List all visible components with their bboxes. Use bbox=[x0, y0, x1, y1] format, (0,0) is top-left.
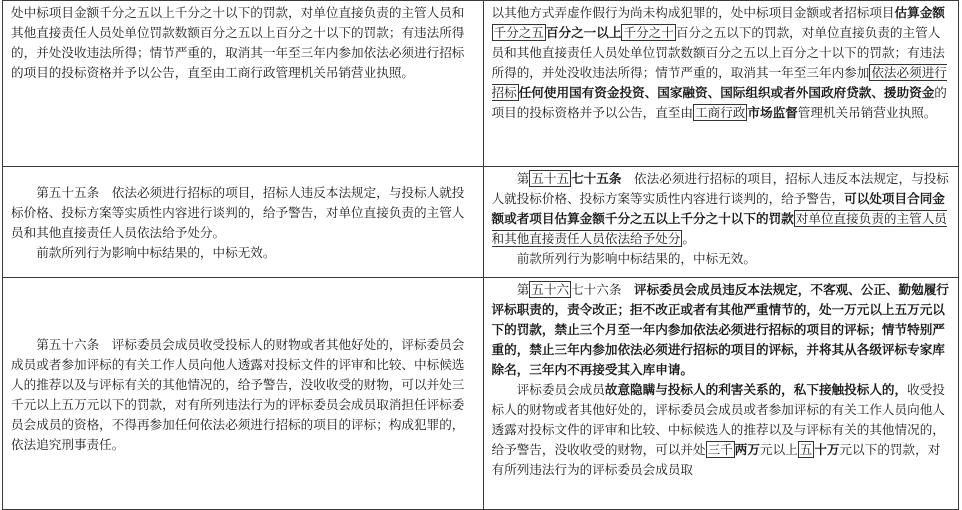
comparison-table bbox=[2, 0, 959, 510]
text-run: 以其他方式弄虚作假行为尚未构成犯罪的，处中标项目金额或者招标项目 bbox=[491, 5, 895, 20]
inserted-text: 评标委员会成员违反本法规定，不客观、公正、勤勉履行评标职责的，责令改正；拒不改正或者有其他严重情节的，处一万元以上五万元以下的罚款，禁止三个月至一年内参加依法必须进行招标的项目的评标；情节特别严重的，禁止三年内参加依法必须进行招标的项目的评标，并将其从各级评标专家库除名，三年内不再接受其入库申请。 bbox=[491, 282, 949, 377]
table-row bbox=[3, 278, 959, 510]
text-run: 元以上 bbox=[759, 442, 798, 457]
old-text-paragraph: 前款所列行为影响中标结果的，中标无效。 bbox=[36, 245, 276, 260]
table-row bbox=[3, 1, 959, 167]
text-run: 第 bbox=[516, 171, 530, 186]
deleted-text-box: 五十六 bbox=[531, 282, 570, 297]
old-text-cell bbox=[3, 1, 484, 167]
inserted-text: 两万 bbox=[734, 442, 760, 457]
new-text-paragraph: 前款所列行为影响中标结果的，中标无效。 bbox=[516, 251, 756, 266]
deleted-text-box: 五 bbox=[799, 442, 813, 457]
deleted-text-box: 工商行政 bbox=[695, 105, 746, 120]
table-row bbox=[3, 167, 959, 278]
deleted-text-box: 千分之十 bbox=[623, 25, 674, 40]
text-run: 管理机关吊销营业执照。 bbox=[797, 105, 937, 120]
old-text-cell bbox=[3, 167, 484, 278]
old-text-cell bbox=[3, 278, 484, 510]
text-run: 评标委员会成员 bbox=[516, 382, 605, 397]
new-text-paragraph bbox=[492, 3, 953, 123]
text-run: 七十六条 bbox=[571, 282, 622, 297]
old-text-paragraph: 第五十五条 依法必须进行招标的项目，招标人违反本法规定，与投标人就投标价格、投标方案等实质性内容进行谈判的，给予警告，对单位直接负责的主管人员和其他直接责任人员依法给予处分。 bbox=[11, 185, 465, 240]
inserted-text: 估算金额 bbox=[894, 5, 945, 20]
new-text-cell bbox=[483, 167, 959, 278]
new-text-cell bbox=[483, 278, 959, 510]
inserted-text: 十万 bbox=[814, 442, 840, 457]
text-run: 元以下的罚款，对有所列违法行为的评标委员会成员取 bbox=[491, 442, 941, 477]
text-run: 。 bbox=[682, 231, 695, 246]
inserted-text: 七十五条 bbox=[571, 171, 622, 186]
deleted-text-box: 三千 bbox=[707, 442, 733, 457]
text-run: 第 bbox=[516, 282, 530, 297]
inserted-text: 百分之一以上 bbox=[545, 25, 622, 40]
inserted-text: 百分之五以下的罚款，对单位直接负责的主管人员和其他直接责任人员处单位罚款数额百分之五以上百分之十以下的罚款；有违法所得的，并处没收违法所得；情节严重的，取消其一年至三年内参加 bbox=[491, 25, 945, 80]
inserted-text: 故意隐瞒与投标人的利害关系的，私下接触投标人的， bbox=[604, 382, 908, 397]
new-text-cell bbox=[483, 1, 959, 167]
new-text-paragraph bbox=[492, 169, 953, 249]
text-run: 收受投标人的财物或者其他好处的，评标委员会成员或者参加评标的有关工作人员向他人透露对投标文件的评审和比较、中标候选人的推荐以及与评标有关的其他情况的，给予警告，没收收受的财物，可以并处 bbox=[491, 382, 945, 457]
new-text-paragraph bbox=[492, 280, 953, 380]
old-text-paragraph: 处中标项目金额千分之五以上千分之十以下的罚款，对单位直接负责的主管人员和其他直接责任人员处单位罚款数额百分之五以上百分之十以下的罚款；有违法所得的，并处没收违法所得；情节严重的，取消其一年至三年内参加依法必须进行招标的项目的投标资格并予以公告，直至由工商行政管理机关吊销营业执照。 bbox=[11, 5, 465, 80]
deleted-text-box: 五十五 bbox=[531, 171, 570, 186]
deleted-text-box: 千分之五 bbox=[493, 25, 544, 40]
deleted-text-box: 对单位直接负责的主管人员和其他直接责任人员依法给予处分 bbox=[491, 211, 947, 246]
inserted-text: 任何使用国有资金投资、国家融资、国际组织或者外国政府贷款、援助资金 bbox=[518, 85, 935, 100]
old-text-paragraph: 第五十六条 评标委员会成员收受投标人的财物或者其他好处的，评标委员会成员或者参加评标的有关工作人员向他人透露对投标文件的评审和比较、中标候选人的推荐以及与评标有关的其他情况的，给予警告，没收收受的财物，可以并处三千元以上五万元以下的罚款，对有所列违法行为的评标委员会成员取消担任评标委员会成员的资格，不得再参加任何依法必须进行招标的项目的评标；构成犯罪的，依法追究刑事责任。 bbox=[11, 336, 465, 452]
text-run: 依法必须进行招标的项目，招标人违反本法规定，与投标人就投标价格、投标方案等实质性内容进行谈判的，给予警告， bbox=[491, 171, 949, 206]
inserted-text: 市场监督 bbox=[747, 105, 798, 120]
new-text-paragraph bbox=[492, 380, 953, 480]
deleted-text-box: 依法必须进行招标 bbox=[491, 65, 947, 100]
inserted-text: 可以处项目合同金额或者项目估算金额千分之五以上千分之十以下的罚款 bbox=[491, 191, 945, 226]
text-run: 的项目的投标资格并予以公告，直至由 bbox=[491, 85, 947, 120]
